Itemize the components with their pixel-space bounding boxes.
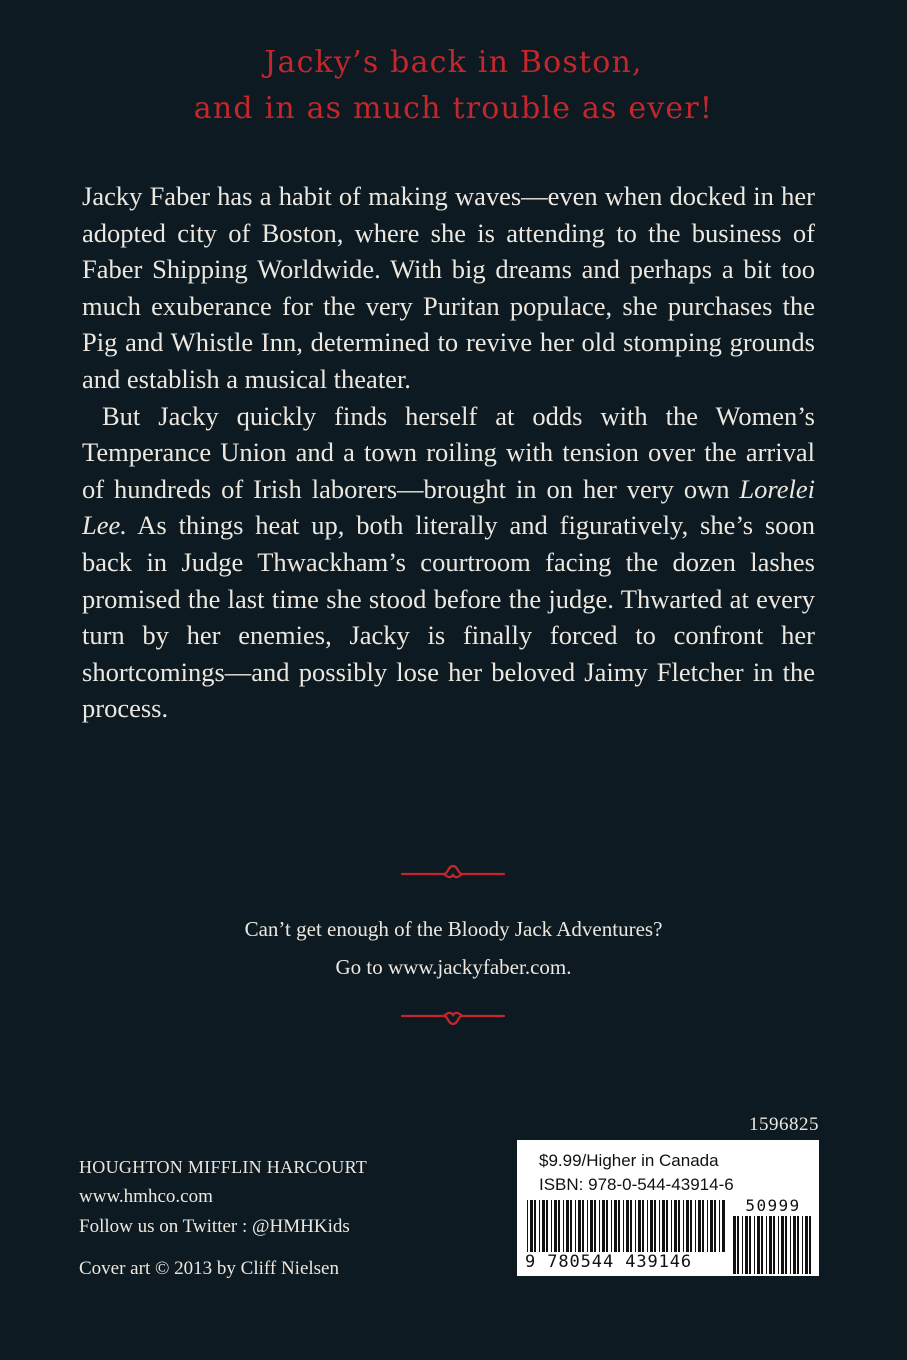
blurb-paragraph-1: Jacky Faber has a habit of making waves—even when docked in her adopted city of Boston, where she is attending to the business of Faber Shipping Worldwide. With big dreams and perhaps a bit too much exuberance for the very Puritan populace, she purchases the Pig and Whistle Inn, determined to revive her old stomping grounds and establish a musical theater. xyxy=(82,181,815,394)
book-blurb xyxy=(82,178,815,727)
tagline-line-2: and in as much trouble as ever! xyxy=(193,91,714,126)
stock-code: 1596825 xyxy=(749,1114,819,1135)
isbn-text: ISBN: 978-0-544-43914-6 xyxy=(539,1175,734,1194)
blurb-paragraph-2-end: As things heat up, both literally and figuratively, she’s soon back in Judge Thwackham’s courtroom facing the dozen lashes promised the last time she stood before the judge. Thwarted at every turn by her enemies, Jacky is finally forced to confront her shortcomings—and possibly lose her beloved Jaimy Fletcher in the process. xyxy=(82,510,815,724)
price-text: $9.99/Higher in Canada xyxy=(539,1151,719,1170)
ean-digits: 9 780544 439146 xyxy=(525,1252,729,1272)
tagline-line-1: Jacky’s back in Boston, xyxy=(264,45,643,80)
blurb-paragraph-2 xyxy=(82,398,815,727)
tagline xyxy=(0,40,907,132)
promo-text xyxy=(0,910,907,986)
promo-website: Go to www.jackyfaber.com. xyxy=(335,955,572,979)
blurb-paragraph-2-start: But Jacky quickly finds herself at odds with the Women’s Temperance Union and a town roiling with tension over the arrival of hundreds of Irish laborers—brought in on her very own xyxy=(82,400,815,504)
addon-digits: 50999 xyxy=(745,1196,801,1215)
barcode-label xyxy=(517,1140,819,1276)
publisher-twitter: Follow us on Twitter : @HMHKids xyxy=(79,1216,350,1237)
publisher-info xyxy=(79,1152,367,1284)
ship-name-italic: Lorelei Lee. xyxy=(82,473,815,541)
top-ornament-flourish-icon xyxy=(398,862,508,884)
promo-line-1: Can’t get enough of the Bloody Jack Adventures? xyxy=(244,917,663,941)
bottom-ornament-flourish-icon xyxy=(398,1006,508,1028)
publisher-website: www.hmhco.com xyxy=(79,1186,213,1207)
publisher-name: HOUGHTON MIFFLIN HARCOURT xyxy=(79,1157,368,1177)
cover-art-credit: Cover art © 2013 by Cliff Nielsen xyxy=(79,1258,339,1279)
